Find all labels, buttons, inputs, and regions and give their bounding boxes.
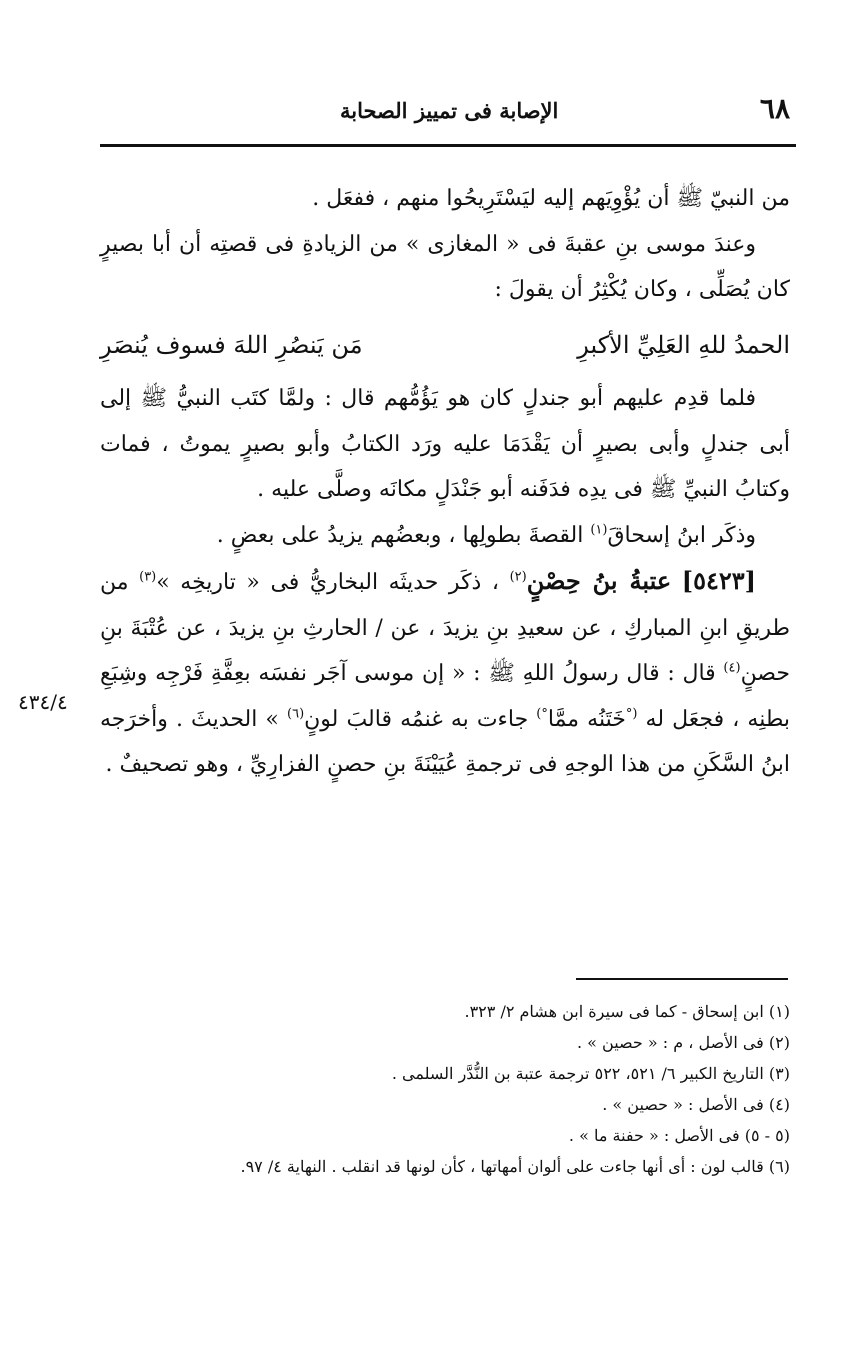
footnote-marker-6: (٦) [287, 706, 305, 722]
footnote-marker-5-open: (° [625, 706, 638, 722]
footnote-marker-3: (٣) [139, 569, 157, 585]
footnote-marker-4: (٤) [723, 660, 741, 676]
verse-second-hemistich: مَن يَنصُرِ اللهَ فسوف يُنصَرِ [100, 330, 363, 359]
footnote-separator [576, 978, 788, 980]
footnote-2: (٢) فى الأصل ، م : « حصين » . [576, 1033, 790, 1052]
paragraph-2: وعندَ موسى بنِ عقبةَ فى « المغازى » من الزيادةِ فى قصتِه أن أبا بصيرٍ كان يُصَلِّى ، وكان يُكْثِرُ أن يقولَ : [100, 231, 790, 302]
entry-text-b: من طريقِ ابنِ المباركِ ، عن سعيدِ بنِ يزيدَ ، عن / الحارثِ بنِ يزيدَ ، عن عُتْبَةَ بنِ حصنٍ [100, 570, 790, 686]
page-number: ٦٨ [759, 92, 790, 125]
verse-first-hemistich: الحمدُ للهِ العَلِيِّ الأكبرِ [577, 330, 790, 359]
paragraph-4 [100, 513, 790, 559]
entry-number: [٥٤٢٣] [681, 566, 756, 595]
entry-text-e: جاءت به غنمُه قالبَ لونٍ [304, 706, 537, 732]
page-header [100, 92, 790, 132]
footnote-3: (٣) التاريخ الكبير ٦/ ٥٢١، ٥٢٢ ترجمة عتبة بن النُّدَّر السلمى . [391, 1064, 790, 1083]
entry-text-c: قال : قال رسولُ اللهِ ﷺ : « إن موسى آجَر نفسَه بعِفَّةِ فَرْجِه وشِبَعِ بطنِه ، فجعَل له [100, 661, 791, 732]
paragraph-4-text-a: وذكَر ابنُ إسحاقَ [607, 522, 756, 548]
verse-line [100, 323, 790, 369]
entry-name: عتبةُ بنُ حِصْنٍ [526, 566, 672, 595]
entry-text-d: خَتَنُه ممَّا [547, 706, 626, 732]
footnotes [100, 996, 790, 1182]
running-title: الإصابة فى تمييز الصحابة [340, 98, 559, 123]
footnote-6: (٦) قالب لون : أى أنها جاءت على ألوان أمهاتها ، كأن لونها قد انقلب . النهاية ٤/ ٩٧. [240, 1157, 790, 1176]
footnote-4: (٤) فى الأصل : « حصين » . [602, 1095, 790, 1114]
header-rule [100, 144, 796, 147]
entry-text-f: » الحديثَ . وأخرَجه ابنُ السَّكَنِ من هذا الوجهِ فى ترجمةِ عُيَيْنَةَ بنِ حصنٍ الفزارِيِّ ، وهو تصحيفٌ . [100, 706, 790, 777]
entry-text-a: ، ذكَر حديثَه البخاريُّ فى « تاريخِه » [156, 570, 510, 595]
footnote-marker-1: (١) [590, 522, 608, 538]
entry-paragraph [100, 558, 790, 788]
footnote-marker-2: (٢) [509, 569, 527, 585]
main-text [100, 176, 790, 788]
footnote-5: (٥ - ٥) فى الأصل : « حفنة ما » . [568, 1126, 790, 1145]
margin-volume-reference: ٤٣٤/٤ [18, 690, 68, 714]
paragraph-4-text-b: القصةَ بطولِها ، وبعضُهم يزيدُ على بعضٍ . [216, 522, 591, 548]
paragraph-3: فلما قدِم عليهم أبو جندلٍ كان هو يَؤُمُّهم قال : ولمَّا كتَب النبيُّ ﷺ إلى أبى جندلٍ وأبى بصيرٍ أن يَقْدَمَا عليه ورَد الكتابُ وأبو بصيرٍ يموتُ ، فمات وكتابُ النبيِّ ﷺ فى يدِه فدَفَنه أبو جَنْدَلٍ مكانَه وصلَّى عليه . [100, 386, 790, 502]
footnote-1: (١) ابن إسحاق - كما فى سيرة ابن هشام ٢/ ٣٢٣. [464, 1002, 790, 1021]
footnote-marker-5-close: °) [536, 706, 548, 722]
paragraph-1: من النبيّ ﷺ أن يُؤْوِيَهم إليه ليَسْتَرِيحُوا منهم ، ففعَل . [312, 186, 790, 211]
